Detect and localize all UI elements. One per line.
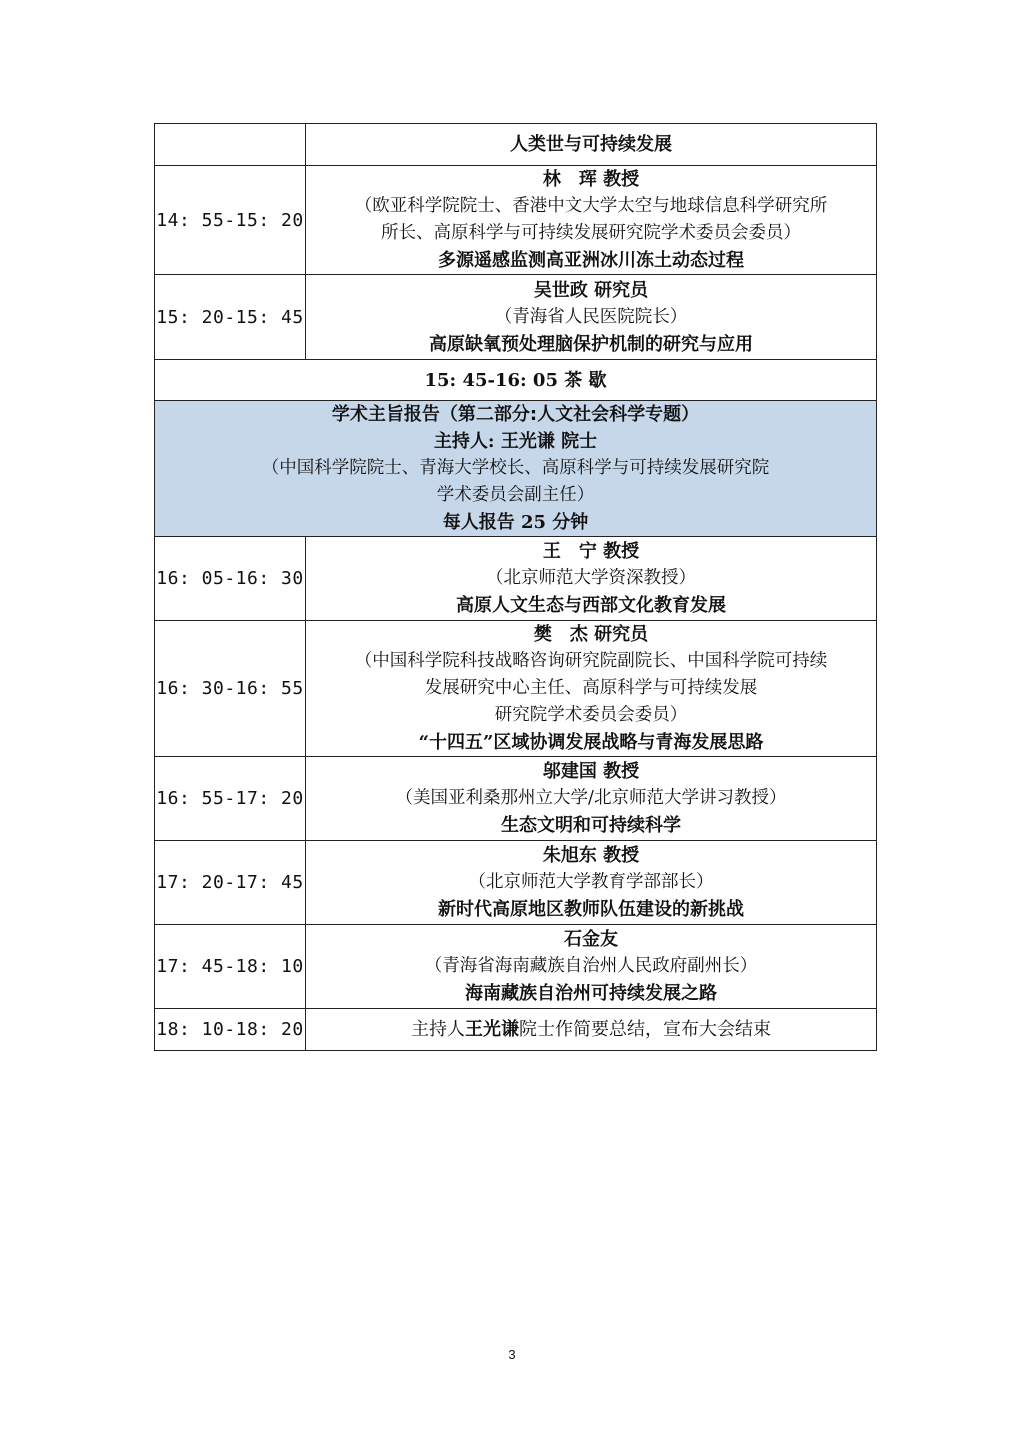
closing-summary (306, 1009, 877, 1051)
time-cell: 15: 20-15: 45 (155, 275, 306, 360)
speaker-affiliation: （北京师范大学教育学部部长） (468, 872, 714, 892)
speaker-affiliation: （欧亚科学院院士、香港中文大学太空与地球信息科学研究所 (354, 196, 828, 216)
speaker-affiliation: （北京师范大学资深教授） (486, 568, 696, 588)
speaker-affiliation: 发展研究中心主任、高原科学与可持续发展 (424, 678, 758, 698)
speaker-affiliation: （青海省人民医院院长） (494, 306, 688, 327)
speaker-name: 王 宁 教授 (542, 541, 640, 562)
tea-break-label: 15: 45-16: 05 茶 歇 (424, 369, 607, 391)
speaker-name: 石金友 (564, 929, 618, 950)
summary-host-name: 王光谦 (465, 1019, 519, 1040)
talk-title: “十四五”区域协调发展战略与青海发展思路 (418, 732, 764, 753)
table-row (155, 1009, 877, 1051)
talk-cell (306, 124, 877, 166)
talk-cell (306, 621, 877, 757)
session-title: 学术主旨报告（第二部分:人文社会科学专题） (331, 404, 700, 425)
host-affiliation: 学术委员会副主任） (436, 485, 595, 505)
speaker-affiliation: （中国科学院科技战略咨询研究院副院长、中国科学院可持续 (354, 651, 828, 671)
time-cell: 18: 10-18: 20 (155, 1009, 306, 1051)
talk-cell (306, 537, 877, 621)
speaker-affiliation: （美国亚利桑那州立大学/北京师范大学讲习教授） (395, 788, 787, 808)
tea-break (155, 360, 877, 401)
talk-title: 人类世与可持续发展 (510, 134, 672, 155)
table-row (155, 925, 877, 1009)
talk-title: 高原缺氧预处理脑保护机制的研究与应用 (429, 333, 753, 355)
time-cell: 14: 55-15: 20 (155, 166, 306, 275)
break-row (155, 360, 877, 401)
speaker-affiliation: 所长、高原科学与可持续发展研究院学术委员会委员） (381, 223, 801, 243)
table-row (155, 621, 877, 757)
time-cell: 17: 20-17: 45 (155, 841, 306, 925)
session-header-row (155, 401, 877, 537)
host-affiliation: （中国科学院院士、青海大学校长、高原科学与可持续发展研究院 (261, 458, 770, 478)
talk-cell (306, 925, 877, 1009)
time-cell: 17: 45-18: 10 (155, 925, 306, 1009)
schedule-table (154, 123, 877, 1051)
speaker-name: 林 珲 教授 (542, 169, 640, 190)
time-cell: 16: 05-16: 30 (155, 537, 306, 621)
table-row (155, 841, 877, 925)
talk-title: 生态文明和可持续科学 (501, 815, 681, 836)
summary-suffix: 院士作简要总结，宣布大会结束 (519, 1019, 771, 1040)
talk-title: 海南藏族自治州可持续发展之路 (465, 983, 717, 1004)
time-cell: 16: 30-16: 55 (155, 621, 306, 757)
summary-prefix: 主持人 (411, 1019, 465, 1040)
table-row (155, 275, 877, 360)
talk-title: 新时代高原地区教师队伍建设的新挑战 (438, 899, 744, 920)
talk-cell (306, 275, 877, 360)
speaker-affiliation: （青海省海南藏族自治州人民政府副州长） (424, 956, 758, 976)
talk-title: 高原人文生态与西部文化教育发展 (456, 595, 726, 616)
page-number: 3 (508, 1347, 516, 1362)
talk-title: 多源遥感监测高亚洲冰川冻土动态过程 (438, 250, 744, 271)
session-note: 每人报告 25 分钟 (442, 512, 589, 533)
talk-cell (306, 166, 877, 275)
time-cell (155, 124, 306, 166)
talk-cell (306, 757, 877, 841)
speaker-name: 樊 杰 研究员 (533, 624, 649, 645)
session-host: 主持人: 王光谦 院士 (433, 431, 598, 452)
speaker-name: 吴世政 研究员 (533, 279, 649, 301)
time-cell: 16: 55-17: 20 (155, 757, 306, 841)
speaker-name: 邬建国 教授 (542, 761, 640, 782)
table-row (155, 537, 877, 621)
speaker-affiliation: 研究院学术委员会委员） (494, 705, 688, 725)
table-row (155, 757, 877, 841)
talk-cell (306, 841, 877, 925)
table-row (155, 124, 877, 166)
table-row (155, 166, 877, 275)
session-header (155, 401, 877, 537)
speaker-name: 朱旭东 教授 (542, 845, 640, 866)
